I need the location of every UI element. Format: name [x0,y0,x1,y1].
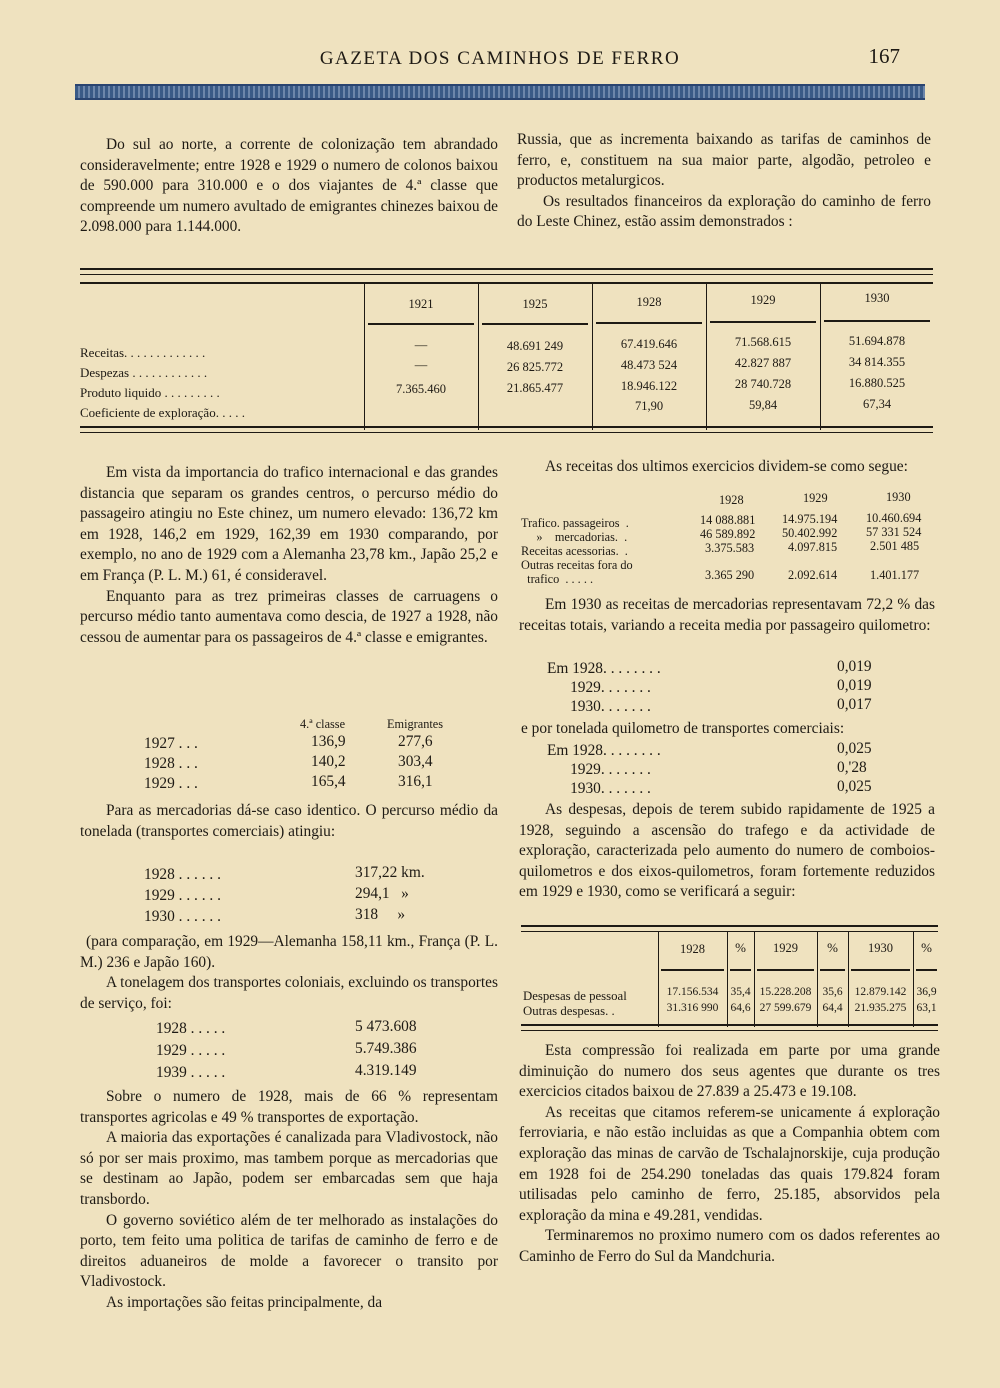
cell: 31.316 990 [666,1002,719,1014]
table-rule [521,931,938,932]
table-rule [80,432,933,433]
running-header: GAZETA DOS CAMINHOS DE FERRO [319,48,681,69]
row-value: 165,4 [311,773,346,790]
paragraph: As receitas dos ultimos exercicios dividem-se como segue: [545,458,908,475]
cell: 64,4 [822,1002,843,1014]
text-block [521,719,937,740]
cell: 14 088.881 [700,513,756,527]
row-label: Trafico. passageiros . [521,516,629,530]
paragraph: Em vista da importancia do trafico internacional e das grandes distancia que separam os grandes centros, o percurso médio do passageiro atingiu no Este chinez, um numero elevado: 136,72 km em 1928, 146,2 em 1929, 162,39 em 1930 comparando, por exemplo, no ano de 1929 com a Alemanha 23,78 km., Japão 25,2 e em França (P. L. M.) 61, é consideravel. [80,464,498,584]
table-rule [80,268,933,270]
row-year: Em 1928. . . . . . . . [547,660,661,677]
paragraph: As receitas que citamos referem-se unicamente á exploração ferroviaria, e não estão incluidas as que a Companhia obtem com exploração das minas de carvão de Tschalajnorskije, cuja produção em 1928 foi de 254.290 toneladas das quais 179.824 foram utilisadas pelo caminho de ferro, 25.185, absorvidos pela exploração da mina e 49.281, vendidas. [519,1103,940,1224]
text-block [80,932,498,1014]
page-number: 167 [868,44,900,68]
header-rule [75,84,925,100]
row-value: 277,6 [398,733,433,750]
year-header: 1928 [680,942,705,956]
row-value: 0,019 [837,658,872,675]
cell: 3.365 290 [705,568,755,582]
row-value: 5.749.386 [355,1040,417,1057]
row-label: Receitas. . . . . . . . . . . . . [80,345,206,360]
cell: 35,4 [730,986,751,998]
row-year: 1929 . . . . . . [144,887,221,904]
row-year: 1927 . . . [144,735,198,752]
table-rule [521,1024,938,1026]
cell: 18.946.122 [620,379,678,393]
cell: 2.501 485 [870,539,920,553]
cell: — [414,338,428,352]
paragraph: Em 1930 as receitas de mercadorias representavam 72,2 % das receitas totais, variando a receita media por passageiro quilometro: [519,596,935,634]
text-block [519,800,935,903]
header-underline [661,969,724,971]
header-underline [482,323,588,325]
column-header: Emigrantes [387,717,444,731]
column-header: 1928 [719,493,744,507]
row-year: 1929. . . . . . . [547,761,651,778]
cell: 48.691 249 [506,339,564,353]
table-rule [521,925,938,927]
paragraph: Os resultados financeiros da exploração do caminho de ferro do Leste Chinez, estão assim demonstrados : [517,192,931,231]
header-underline [820,969,845,971]
cell: 15.228.208 [759,986,812,998]
header-underline [596,322,702,324]
paragraph: Sobre o numero de 1928, mais de 66 % representam transportes agricolas e 49 % transportes de exportação. [80,1088,498,1126]
column-header: 1930 [886,490,911,504]
header-underline [851,969,910,971]
year-header: 1921 [408,297,434,311]
row-label: Produto liquido . . . . . . . . . [80,385,220,400]
cell: 26 825.772 [506,360,564,374]
row-label: Despesas de pessoal [523,989,627,1003]
row-year: 1930 . . . . . . [144,908,221,925]
row-value: 317,22 km. [355,864,425,881]
header-underline [710,321,816,323]
header-underline [730,969,751,971]
cell: 16.880.525 [848,376,906,390]
cell: 21.935.275 [854,1002,907,1014]
cell: 67,34 [862,397,892,411]
intro-right-column [517,130,931,233]
intro-left-column [80,135,498,238]
paragraph: Terminaremos no proximo numero com os dados referentes ao Caminho de Ferro do Sul da Mandchuria. [519,1227,940,1265]
header-underline [916,969,937,971]
year-header: 1930 [868,941,893,955]
row-label: Outras despesas. . [523,1004,615,1018]
cell: 71.568.615 [734,335,792,349]
row-year: 1929 . . . [144,775,198,792]
paragraph: A tonelagem dos transportes coloniais, excluindo os transportes de serviço, foi: [80,974,498,1012]
row-value: 0,025 [837,778,872,795]
cell: 42.827 887 [734,356,792,370]
text-block [519,595,935,636]
header-underline [368,323,474,325]
cell: 63,1 [916,1002,937,1014]
text-block [80,463,498,648]
cell: 14.975.194 [782,512,838,526]
cell: 51.694.878 [848,334,906,348]
cell: — [414,358,428,372]
cell: 1.401.177 [870,568,920,582]
paragraph: (para comparação, em 1929—Alemanha 158,11 km., França (P. L. M.) 236 e Japão 160). [80,933,498,971]
row-year: 1929 . . . . . [156,1042,226,1059]
percent-header: % [735,940,746,955]
cell: 4.097.815 [788,540,838,554]
row-year: 1928 . . . . . [156,1020,226,1037]
row-value: 318 » [355,906,406,923]
row-value: 303,4 [398,753,433,770]
paragraph: Do sul ao norte, a corrente de colonização tem abrandado consideravelmente; entre 1928 e 1929 o numero de colonos baixou de 590.000 para 310.000 e o dos viajantes de 4.ª classe que compreende um numero avultado de emigrantes chinezes baixou de 2.098.000 para 1.144.000. [80,136,498,236]
paragraph: Enquanto para as trez primeiras classes de carruagens o percurso médio tanto aumentava como descia, de 1927 a 1928, não cessou de aumentar para os passageiros de 4.ª classe e emigrantes. [80,587,498,646]
cell: 28 740.728 [734,377,792,391]
row-year: 1928 . . . . . . [144,866,221,883]
row-year: 1939 . . . . . [156,1064,226,1081]
cell: 35,6 [822,986,843,998]
paragraph: e por tonelada quilometro de transportes comerciais: [521,720,845,737]
row-value: 140,2 [311,753,346,770]
row-label: » mercadorias. . [521,530,628,544]
row-value: 0,019 [837,677,872,694]
text-block [80,801,498,842]
row-year: Em 1928. . . . . . . . [547,742,661,759]
cell: 17.156.534 [666,986,719,998]
row-label: Coeficiente de exploração. . . . . [80,405,245,420]
row-year: 1929. . . . . . . [547,679,651,696]
percent-header: % [921,940,932,955]
row-year: 1928 . . . [144,755,198,772]
paragraph: Russia, que as incrementa baixando as tarifas de caminhos de ferro, e, constituem na sua maior parte, algodão, petroleo e productos metalurgicos. [517,131,931,190]
paragraph: O governo soviético além de ter melhorado as instalações do porto, tem feito uma politica de tarifas de caminho de ferro e de direitos aduaneiros de molde a favorecer o transito por Vladivostock. [80,1211,498,1291]
cell: 67.419.646 [620,337,678,351]
cell: 27 599.679 [759,1002,812,1014]
text-block [519,457,935,478]
row-value: 5 473.608 [355,1018,417,1035]
header-underline [824,320,930,322]
cell: 57 331 524 [866,525,922,539]
row-value: 136,9 [311,733,346,750]
cell: 46 589.892 [700,527,756,541]
table-rule [521,1030,938,1031]
row-value: 4.319.149 [355,1062,417,1079]
cell: 21.865.477 [506,381,564,395]
year-header: 1925 [522,297,548,311]
table-rule [80,282,933,284]
paragraph: Para as mercadorias dá-se caso identico. O percurso médio da tonelada (transportes comerciais) atingiu: [80,802,498,840]
cell: 50.402.992 [782,526,838,540]
row-label: trafico . . . . . [521,572,594,586]
text-block [80,1087,498,1314]
paragraph: A maioria das exportações é canalizada para Vladivostock, não só por ser mais proximo, mas tambem porque as mercadorias que se destinam ao Japão, podem ser embarcadas sem que haja transbordo. [80,1129,498,1208]
cell: 12.879.142 [854,986,907,998]
cell: 64,6 [730,1002,751,1014]
row-value: 0,025 [837,740,872,757]
paragraph: Esta compressão foi realizada em parte por uma grande diminuição do numero dos seus agentes que durante os tres exercicios citados baixou de 27.839 a 25.473 e 19.108. [519,1042,940,1101]
cell: 2.092.614 [788,568,838,582]
text-block [519,1041,940,1268]
row-label: Outras receitas fora do [521,558,633,572]
percent-header: % [827,940,838,955]
year-header: 1928 [636,295,662,309]
header-underline [757,969,814,971]
row-year: 1930. . . . . . . [547,780,651,797]
row-label: Receitas acessorias. . [521,544,628,558]
row-value: 316,1 [398,773,433,790]
year-header: 1929 [750,293,776,307]
row-label: Despezas . . . . . . . . . . . . [80,365,208,380]
table-rule [80,426,933,428]
cell: 36,9 [916,986,937,998]
cell: 3.375.583 [705,541,755,555]
year-header: 1929 [773,941,798,955]
paragraph: As despesas, depois de terem subido rapidamente de 1925 a 1928, seguindo a ascensão do trafego e da actividade de exploração, caracterizada pelo aumento do numero de comboios-quilometros e dos eixos-quilometros, foram fortemente reduzidos em 1929 e 1930, como se verificará a seguir: [519,801,935,901]
paragraph: As importações são feitas principalmente, da [106,1293,383,1311]
cell: 10.460.694 [866,511,922,525]
row-value: 0,017 [837,696,872,713]
row-value: 0,'28 [837,759,867,776]
column-header: 4.ª classe [300,717,346,731]
cell: 34 814.355 [848,355,906,369]
cell: 71,90 [634,399,664,413]
cell: 59,84 [748,398,778,412]
table-rule [80,274,933,275]
column-header: 1929 [803,491,828,505]
row-year: 1930. . . . . . . [547,698,651,715]
row-value: 294,1 » [355,885,409,902]
cell: 7.365.460 [396,382,446,396]
year-header: 1930 [864,291,890,305]
cell: 48.473 524 [620,358,678,372]
